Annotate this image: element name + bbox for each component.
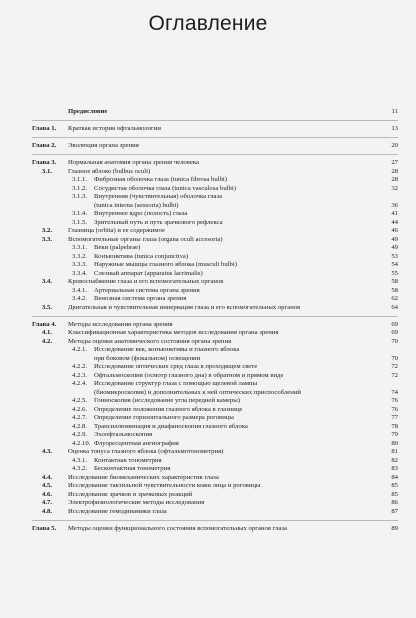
toc-entry-number: 4.2.4. [72, 380, 88, 388]
toc-entry-page: 89 [391, 525, 398, 532]
toc-entry-page: 11 [391, 108, 398, 115]
toc-entry-number: 4.3. [42, 448, 53, 456]
toc-entry-page: 74 [391, 388, 398, 396]
toc-entry[interactable] [32, 448, 398, 457]
toc-entry-number: 3.3.2. [72, 252, 88, 260]
toc-entry-title: Бесконтактная тонометрия [94, 465, 171, 473]
toc-entry[interactable] [32, 295, 398, 304]
toc-entry-number: 4.2.10. [72, 439, 91, 447]
chapter-divider [32, 316, 398, 317]
toc-entry-title: Классификационная характеристика методов исследования органа зрения [68, 329, 279, 337]
toc-entry-title: Эхоофтальмоскопия [94, 431, 153, 439]
toc-entry-page: 70 [391, 354, 398, 362]
toc-entry-page: 72 [391, 363, 398, 371]
toc-entry-number: 4.2.7. [72, 414, 88, 422]
toc-entry-title: Исследование оптических сред глаза в проходящем свете [94, 363, 258, 371]
toc-entry[interactable] [32, 253, 398, 262]
toc-entry-title: Определение горизонтального размера роговицы [94, 414, 234, 422]
toc-entry-number: 4.2.9. [72, 431, 88, 439]
toc-entry-page: 84 [391, 473, 398, 481]
toc-entry-title: Слезный аппарат (apparatus lacrimalis) [94, 269, 203, 277]
toc-entry-page: 81 [391, 448, 398, 456]
toc-entry-page: 78 [391, 422, 398, 430]
toc-entry[interactable] [32, 304, 398, 313]
toc-entry[interactable] [32, 406, 398, 415]
toc-entry[interactable] [32, 108, 398, 117]
toc-entry[interactable] [32, 397, 398, 406]
toc-entry-number: 4.4. [42, 473, 53, 481]
toc-entry-number: 4.1. [42, 329, 53, 337]
toc-entry-title: Артериальная система органа зрения [94, 286, 200, 294]
toc-entry-number: 3.2. [42, 227, 53, 235]
toc-entry-title: Фиброзная оболочка глаза (tunica fibrosa bulbi) [94, 176, 227, 184]
toc-entry-title: Исследование век, конъюнктивы и глазного яблока [94, 346, 240, 354]
toc-entry[interactable] [32, 482, 398, 491]
toc-entry[interactable] [32, 525, 398, 534]
toc-entry[interactable] [32, 363, 398, 372]
toc-entry[interactable] [32, 176, 398, 185]
toc-entry-page: 36 [391, 201, 398, 209]
chapter-divider [32, 520, 398, 521]
chapter-divider [32, 137, 398, 138]
toc-entry-number: 3.1.5. [72, 218, 88, 226]
toc-entry[interactable] [32, 440, 398, 449]
toc-entry-page: 44 [391, 218, 398, 226]
toc-entry[interactable] [32, 210, 398, 219]
toc-entry-page: 72 [391, 371, 398, 379]
toc-entry-page: 83 [391, 465, 398, 473]
toc-entry[interactable] [32, 329, 398, 338]
toc-entry-title: Определение положения глазного яблока в глазнице [94, 405, 243, 413]
toc-entry-page: 62 [391, 295, 398, 303]
toc-entry-number: 4.2.1. [72, 346, 88, 354]
toc-entry[interactable] [32, 202, 398, 211]
toc-entry-title: Краткая история офтальмологии [68, 125, 161, 133]
toc-entry-title: Сосудистая оболочка глаза (tunica vasculosa bulbi) [94, 184, 236, 192]
toc-entry-title: Исследование тактильной чувствительности кожи лица и роговицы [68, 482, 261, 490]
toc-entry-number: 3.3.1. [72, 244, 88, 252]
toc-entry[interactable] [32, 219, 398, 228]
toc-entry-page: 27 [391, 159, 398, 167]
toc-entry-number: 3.3.4. [72, 269, 88, 277]
toc-entry-number: 3.3.3. [72, 261, 88, 269]
toc-entry-title: Зрительный путь и путь зрачкового рефлекса [94, 218, 223, 226]
toc-entry[interactable] [32, 499, 398, 508]
toc-entry-title: Эволюция органа зрения [68, 142, 139, 150]
toc-entry-title: Контактная тонометрия [94, 456, 162, 464]
toc-entry[interactable] [32, 168, 398, 177]
toc-entry-number: Глава 1. [32, 125, 57, 133]
toc-entry[interactable] [32, 380, 398, 389]
toc-entry-number: 4.2.8. [72, 422, 88, 430]
toc-entry-page: 49 [391, 244, 398, 252]
toc-entry[interactable] [32, 431, 398, 440]
toc-entry[interactable] [32, 372, 398, 381]
toc-entry-page: 58 [391, 286, 398, 294]
toc-entry-page: 80 [391, 439, 398, 447]
toc-entry-title: (tunica interna (sensoria) bulbi) [94, 201, 179, 209]
toc-entry-page: 28 [391, 176, 398, 184]
toc-entry-number: 4.3.2. [72, 465, 88, 473]
toc-entry-title: Исследование гемодинамики глаза [68, 507, 167, 515]
toc-entry-page: 54 [391, 261, 398, 269]
toc-entry[interactable] [32, 287, 398, 296]
toc-entry-page: 55 [391, 269, 398, 277]
toc-entry[interactable] [32, 465, 398, 474]
toc-entry-number: 3.3. [42, 235, 53, 243]
toc-entry-page: 79 [391, 431, 398, 439]
toc-entry-page: 82 [391, 456, 398, 464]
toc-entry-title: Венозная система органа зрения [94, 295, 187, 303]
toc-entry[interactable] [32, 338, 398, 347]
toc-entry-number: Глава 3. [32, 159, 57, 167]
toc-entry[interactable] [32, 244, 398, 253]
toc-entry-page: 28 [391, 167, 398, 175]
toc-entry-title: Веки (palpebrae) [94, 244, 141, 252]
toc-entry-page: 58 [391, 278, 398, 286]
toc-entry-page: 70 [391, 337, 398, 345]
toc-entry[interactable] [32, 125, 398, 134]
toc-entry-page: 86 [391, 499, 398, 507]
toc-entry[interactable] [32, 270, 398, 279]
toc-entry-page: 76 [391, 405, 398, 413]
toc-entry[interactable] [32, 227, 398, 236]
toc-entry-title: Нормальная анатомия органа зрения человека [68, 159, 199, 167]
toc-entry-title: Офтальмоскопия (осмотр глазного дна) в обратном и прямом виде [94, 371, 284, 379]
toc-entry-number: 4.2. [42, 337, 53, 345]
toc-entry-page: 20 [391, 142, 398, 150]
toc-entry-title: Конъюнктива (tunica conjunctiva) [94, 252, 189, 260]
toc-entry-title: (биомикроскопия) и дополнительных к ней оптических приспособлений [94, 388, 301, 396]
toc-entry-number: 3.5. [42, 303, 53, 311]
toc-entry-number: 3.4.2. [72, 295, 88, 303]
toc-entry-page: 53 [391, 252, 398, 260]
toc-entry-title: Исследование биомеханических характеристик глаза [68, 473, 219, 481]
chapter-divider [32, 120, 398, 121]
toc-entry[interactable] [32, 321, 398, 330]
toc-entry-number: Глава 5. [32, 525, 57, 532]
toc-entry-number: 4.8. [42, 507, 53, 515]
toc-entry-page: 85 [391, 490, 398, 498]
toc-entry-title: Глазное яблоко (bulbus oculi) [68, 167, 151, 175]
toc-entry-title: Наружные мышцы глазного яблока (musculi bulbi) [94, 261, 237, 269]
toc-entry-number: 4.7. [42, 499, 53, 507]
toc-entry-number: Глава 4. [32, 320, 57, 328]
toc-entry-page: 77 [391, 414, 398, 422]
toc-entry-title: Методы исследования органа зрения [68, 320, 173, 328]
toc-entry-page: 87 [391, 507, 398, 515]
toc-entry[interactable] [32, 508, 398, 517]
toc-entry-page: 85 [391, 482, 398, 490]
toc-entry-title: Кровоснабжение глаза и его вспомогательных органов [68, 278, 224, 286]
toc-entry-page: 69 [391, 329, 398, 337]
toc-entry-title: Предисловие [68, 108, 108, 115]
toc-entry-page: 64 [391, 303, 398, 311]
toc-entry-number: 3.4.1. [72, 286, 88, 294]
toc-entry-number: 3.1.3. [72, 193, 88, 201]
toc-entry-title: Флуоресцентная ангиография [94, 439, 179, 447]
toc-entry[interactable] [32, 159, 398, 168]
toc-entry-title: Исследование зрачков и зрачковых реакций [68, 490, 193, 498]
toc-entry[interactable] [32, 491, 398, 500]
toc-entry-title: Трансиллюминация и диафаноскопия глазного яблока [94, 422, 248, 430]
toc-entry[interactable] [32, 261, 398, 270]
toc-entry[interactable] [32, 457, 398, 466]
toc-entry[interactable] [32, 346, 398, 355]
toc-entry-title: Гониоскопия (исследование угла передней камеры) [94, 397, 241, 405]
toc-entry-number: 4.6. [42, 490, 53, 498]
page-title: Оглавление [148, 12, 268, 35]
toc-entry[interactable] [32, 414, 398, 423]
toc-entry-title: Электрофизиологические методы исследования [68, 499, 205, 507]
toc-entry-title: Двигательная и чувствительная иннервация глаза и его вспомогательных органов [68, 303, 301, 311]
toc-entry[interactable] [32, 185, 398, 194]
toc-entry[interactable] [32, 474, 398, 483]
toc-entry-title: Методы оценки функционального состояния вспомогательных органов глаза [68, 525, 288, 532]
toc-entry-page: 69 [391, 320, 398, 328]
toc-entry-page: 13 [391, 125, 398, 133]
toc-entry-number: 4.2.3. [72, 371, 88, 379]
toc-entry[interactable] [32, 142, 398, 151]
toc-entry-title: Вспомогательные органы глаза (organa oculi accesoria) [68, 235, 223, 243]
toc-entry-number: 4.2.2. [72, 363, 88, 371]
toc-entry-number: 3.4. [42, 278, 53, 286]
toc-entry-page: 46 [391, 227, 398, 235]
toc-entry-title: при боковом (фокальном) освещении [94, 354, 201, 362]
toc-entry-number: 3.1.4. [72, 210, 88, 218]
toc-entry-page: 49 [391, 235, 398, 243]
toc-entry-title: Внутренняя (чувствительная) оболочка глаза [94, 193, 223, 201]
toc-entry[interactable] [32, 278, 398, 287]
toc-entry-number: 3.1. [42, 167, 53, 175]
toc-entry[interactable] [32, 193, 398, 202]
chapter-divider [32, 154, 398, 155]
toc-entry[interactable] [32, 423, 398, 432]
toc-entry-title: Исследование структур глаза с помощью щелевой лампы [94, 380, 258, 388]
toc-entry-number: 3.1.2. [72, 184, 88, 192]
toc-entry-number: 4.2.6. [72, 405, 88, 413]
toc-entry-number: Глава 2. [32, 142, 57, 150]
toc-entry-number: 3.1.1. [72, 176, 88, 184]
toc-entry-number: 4.2.5. [72, 397, 88, 405]
toc-entry-number: 4.3.1. [72, 456, 88, 464]
toc-entry-page: 41 [391, 210, 398, 218]
toc-entry-page: 76 [391, 397, 398, 405]
toc-entry[interactable] [32, 236, 398, 245]
toc-entry-title: Оценка тонуса глазного яблока (офтальмотонометрия) [68, 448, 224, 456]
toc-entry-page: 32 [391, 184, 398, 192]
toc-entry-title: Внутреннее ядро (полость) глаза [94, 210, 188, 218]
toc-entry[interactable] [32, 355, 398, 364]
toc-entry-number: 4.5. [42, 482, 53, 490]
toc-entry[interactable] [32, 389, 398, 398]
toc-entry-title: Методы оценки анатомического состояния органа зрения [68, 337, 232, 345]
toc-entry-title: Глазница (orbita) и ее содержимое [68, 227, 165, 235]
